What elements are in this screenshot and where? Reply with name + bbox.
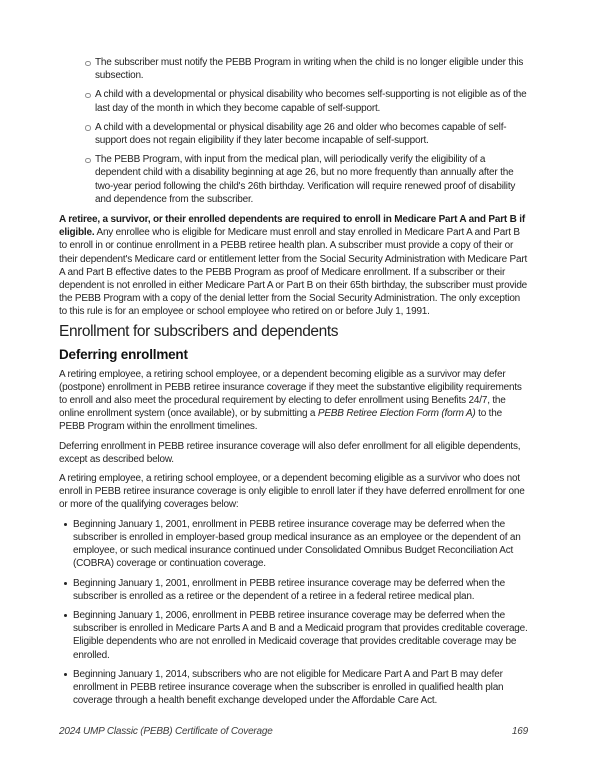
list-item	[59, 609, 528, 662]
defer-dependents-paragraph: Deferring enrollment in PEBB retiree insurance coverage will also defer enrollment for all eligible dependents, except as described below.	[59, 440, 521, 465]
list-item	[59, 153, 528, 206]
footer-page-number: 169	[511, 726, 528, 737]
list-item-text: Beginning January 1, 2006, enrollment in PEBB retiree insurance coverage may be deferred when the subscriber is enrolled in Medicare Parts A and B and a Medicaid program that provides creditable coverage. Eligible dependents who are not enrolled in Medicaid coverage that provides creditable coverage may be enrolled.	[73, 609, 528, 661]
defer-paragraph-text: A retiring employee, a retiring school employee, or a dependent becoming eligible as a survivor may defer (postpone) enrollment in PEBB retiree insurance coverage if they meet the substantive eligibility requirements to enroll and also meet the procedural requirement by electing to defer enrollment using Benefits 24/7, the online enrollment system (once available), or by submitting a	[59, 368, 522, 420]
list-item-text: Beginning January 1, 2001, enrollment in PEBB retiree insurance coverage may be deferred when the subscriber is enrolled as a retiree or the dependent of a retiree in a federal retiree medical plan.	[73, 577, 505, 602]
solid-bullet-icon	[64, 673, 67, 676]
list-item-text: The PEBB Program, with input from the medical plan, will periodically verify the eligibility of a dependent child with a disability beginning at age 26, but no more frequently than annually after the two-year period following the child's 26th birthday. Verification will require renewed proof of disability and dependence from the subscriber.	[95, 154, 516, 205]
list-item	[59, 668, 528, 708]
list-item-text: A child with a developmental or physical disability age 26 and older who becomes capable of self-support does not regain eligibility if they later become incapable of self-support.	[95, 121, 507, 147]
qualifying-coverage-list	[59, 518, 528, 708]
list-item-text: A child with a developmental or physical disability who becomes self-supporting is not eligible as of the last day of the month in which they become capable of self-support.	[95, 89, 527, 114]
footer-document-title: 2024 UMP Classic (PEBB) Certificate of Coverage	[59, 726, 273, 737]
list-item	[59, 577, 528, 603]
medicare-paragraph	[59, 213, 528, 319]
solid-bullet-icon	[64, 614, 67, 617]
defer-paragraph-text-end: to the PEBB Program within the enrollment timelines.	[59, 408, 502, 433]
list-item	[59, 56, 528, 82]
list-item	[59, 121, 528, 147]
open-circle-bullet-icon	[85, 61, 91, 67]
list-item	[59, 518, 528, 571]
medicare-paragraph-text: Any enrollee who is eligible for Medicare must enroll and stay enrolled in Medicare Part A and Part B to enroll in or continue enrollment in a PEBB retiree health plan. A subscriber must provide a copy of their or their dependent's Medicare card or entitlement letter from the Social Security Administration with Medicare Part A and Part B effective dates to the PEBB Program as proof of Medicare enrollment. If a subscriber or their dependent is not enrolled in either Medicare Part A or Part B on their 65th birthday, the subscriber must provide the PEBB Program with a copy of the denial letter from the Social Security Administration. The only exception to this rule is for an employee or school employee who retired on or before July 1, 1991.	[59, 227, 528, 318]
solid-bullet-icon	[64, 523, 67, 526]
list-item-text: Beginning January 1, 2014, subscribers who are not eligible for Medicare Part A and Part B may defer enrollment in PEBB retiree insurance coverage when the subscriber is enrolled in qualified health plan coverage through a health benefit exchange developed under the Affordable Care Act.	[73, 668, 504, 707]
list-item	[59, 88, 528, 114]
list-item-text: The subscriber must notify the PEBB Program in writing when the child is no longer eligible under this subsection.	[95, 57, 524, 82]
open-circle-bullet-icon	[85, 158, 91, 164]
qualifying-intro-paragraph: A retiring employee, a retiring school employee, or a dependent becoming eligible as a survivor who does not enroll in PEBB retiree insurance coverage is only eligible to enroll later if they have deferred enrollment for one or more of the qualifying coverages below:	[59, 473, 525, 511]
sub-bullet-list	[59, 56, 528, 206]
retiree-election-form-ref: PEBB Retiree Election Form (form A)	[317, 408, 476, 420]
defer-paragraph	[59, 368, 528, 434]
medicare-paragraph-bold: A retiree, a survivor, or their enrolled dependents are required to enroll in Medicare Part A and Part B if eligible.	[59, 214, 525, 239]
solid-bullet-icon	[64, 582, 67, 585]
list-item-text: Beginning January 1, 2001, enrollment in PEBB retiree insurance coverage may be deferred when the subscriber is enrolled in employer-based group medical insurance as an employee or the dependent of an employee, or such medical insurance continued under Consolidated Omnibus Budget Reconciliation Act (COBRA) coverage or continuation coverage.	[73, 518, 521, 570]
subsection-heading: Deferring enrollment	[59, 346, 188, 362]
open-circle-bullet-icon	[85, 125, 91, 131]
open-circle-bullet-icon	[85, 93, 91, 99]
page-footer	[59, 725, 528, 738]
section-heading: Enrollment for subscribers and dependents	[59, 322, 339, 340]
